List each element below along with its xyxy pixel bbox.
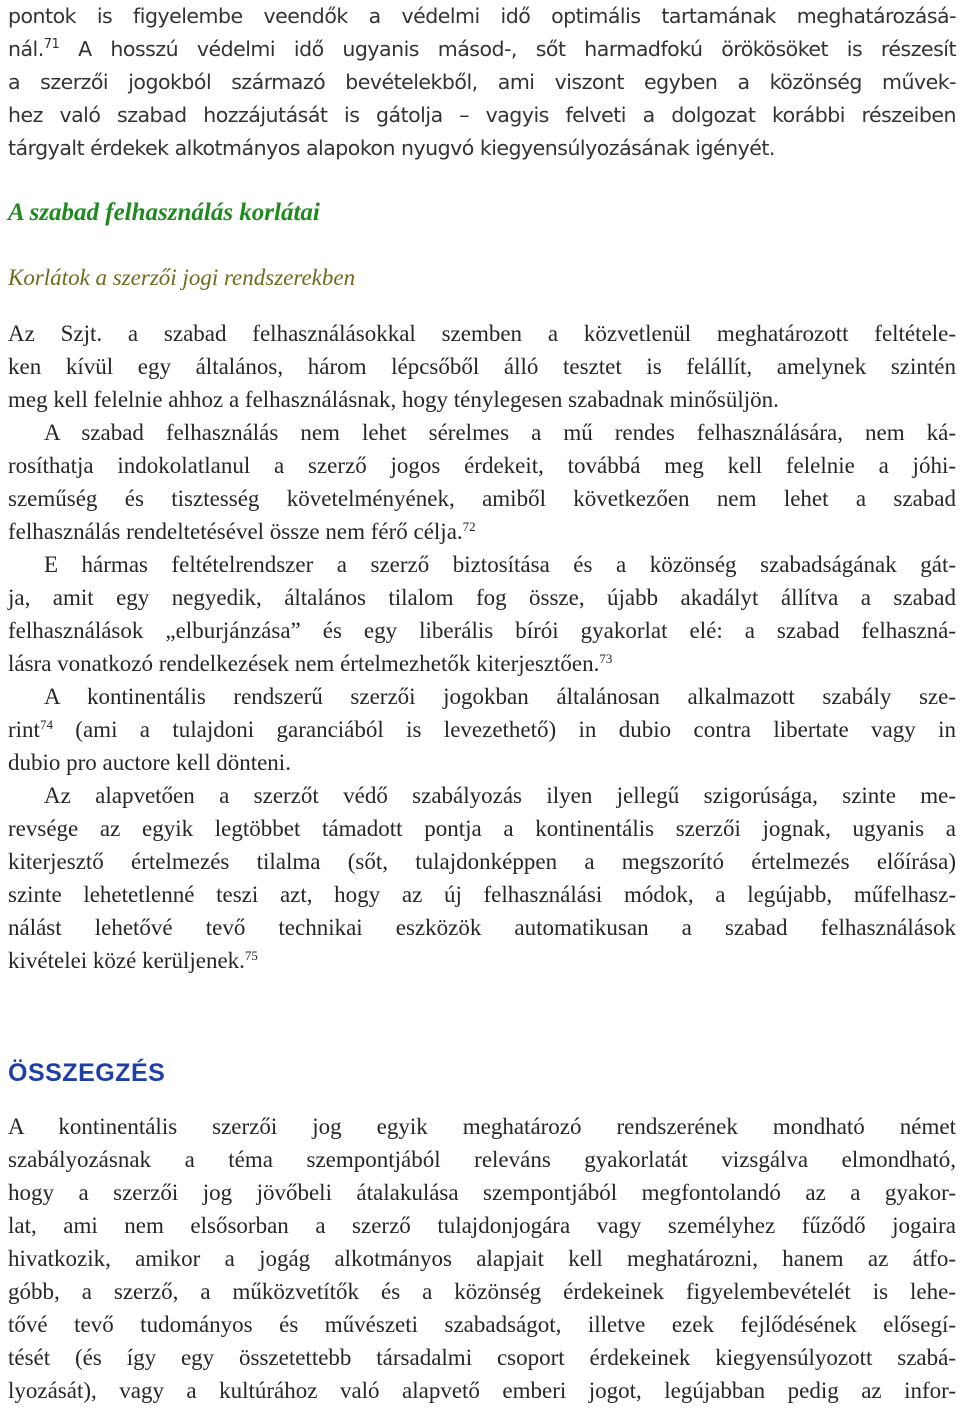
- text-line: Az Szjt. a szabad felhasználásokkal szemben a közvetlenül meghatározott feltétele-: [8, 321, 956, 346]
- text-line: szeműség és tisztesség követelményének, amiből következően nem lehet a szabad: [8, 486, 956, 511]
- footnote-marker[interactable]: 71: [43, 37, 60, 52]
- text-line: Az alapvetően a szerzőt védő szabályozás ilyen jellegű szigorúsága, szinte me-: [44, 783, 956, 808]
- text-line: E hármas feltételrendszer a szerző biztosítása és a közönség szabadságának gát-: [44, 552, 956, 577]
- text-line: pontok is figyelembe veendők a védelmi idő optimális tartamának meghatározásá-: [8, 4, 956, 28]
- text-line: tárgyalt érdekek alkotmányos alapokon nyugvó kiegyensúlyozásának igényét.: [8, 136, 775, 160]
- text-line: rint$^{74}$ (ami a tulajdoni garanciából is levezethető) in dubio contra libertate vagy in: [8, 717, 956, 742]
- text-line: A kontinentális rendszerű szerzői jogokban általánosan alkalmazott szabály sze-: [44, 684, 956, 709]
- footnote-marker[interactable]: 73: [599, 651, 613, 666]
- text-line: lat, ami nem elsősorban a szerző tulajdonjogára vagy személyhez fűződő jogaira: [8, 1213, 956, 1238]
- text-line: ja, amit egy negyedik, általános tilalom fog össze, újabb akadályt állítva a szabad: [8, 585, 956, 610]
- footnote-marker[interactable]: 72: [462, 519, 476, 534]
- text-line: a szerzői jogokból származó bevételekből, ami viszont egyben a közönség művek-: [8, 70, 956, 94]
- text-line: meg kell felelnie ahhoz a felhasználásnak, hogy ténylegesen szabadnak minősüljön.: [8, 387, 779, 412]
- text-line: hivatkozik, amikor a jogág alkotmányos alapjait kell meghatározni, hanem az átfo-: [8, 1246, 956, 1271]
- text-line: ken kívül egy általános, három lépcsőből álló tesztet is felállít, amelynek szintén: [8, 354, 956, 379]
- text-line: lyozását), vagy a kultúrához való alapvető emberi jogot, legújabban pedig az infor-: [8, 1378, 956, 1403]
- text-line: tővé tevő tudományos és művészeti szabadságot, illetve ezek fejlődésének elősegí-: [8, 1312, 956, 1337]
- text-line: A szabad felhasználás nem lehet sérelmes a mű rendes felhasználására, nem ká-: [44, 420, 956, 445]
- footnote-marker[interactable]: 75: [244, 948, 258, 963]
- text-line: A kontinentális szerzői jog egyik meghatározó rendszerének mondható német: [8, 1114, 956, 1139]
- text-line: szabályozásnak a téma szempontjából releváns gyakorlatát vizsgálva elmondható,: [8, 1147, 956, 1172]
- text-line: felhasználás rendeltetésével össze nem férő célja.$^{72}$: [8, 519, 476, 544]
- text-line: rosíthatja indokolatlanul a szerző jogos érdekeit, továbbá meg kell felelnie a jóhi-: [8, 453, 956, 478]
- text-line: nálást lehetővé tevő technikai eszközök automatikusan a szabad felhasználások: [8, 915, 956, 940]
- text-line: hogy a szerzői jog jövőbeli átalakulása szempontjából megfontolandó az a gyakor-: [8, 1180, 956, 1205]
- text-line: nál.$^{71}$ A hosszú védelmi idő ugyanis másod-, sőt harmadfokú örökösöket is részesít: [8, 37, 956, 61]
- text-line: kiterjesztő értelmezés tilalma (sőt, tulajdonképpen a megszorító értelmezés előírása): [8, 849, 956, 874]
- text-line: szinte lehetetlenné teszi azt, hogy az új felhasználási módok, a legújabb, műfelhasz-: [8, 882, 956, 907]
- text-line: lásra vonatkozó rendelkezések nem értelmezhetők kiterjesztően.$^{73}$: [8, 651, 613, 676]
- section-heading: A szabad felhasználás korlátai: [8, 199, 320, 226]
- text-line: felhasználások „elburjánzása” és egy liberális bírói gyakorlat elé: a szabad felhaszná-: [8, 618, 956, 643]
- text-line: tését (és így egy összetettebb társadalmi csoport érdekeinek kiegyensúlyozott szabá-: [8, 1345, 956, 1370]
- text-line: góbb, a szerző, a műközvetítők és a közönség érdekeinek figyelembevételét is lehe-: [8, 1279, 956, 1304]
- subsection-heading: Korlátok a szerzői jogi rendszerekben: [8, 265, 356, 290]
- text-line: dubio pro auctore kell dönteni.: [8, 750, 291, 775]
- text-line: hez való szabad hozzájutását is gátolja – vagyis felveti a dolgozat korábbi részeiben: [8, 103, 956, 127]
- summary-heading: ÖSSZEGZÉS: [8, 1059, 166, 1087]
- text-line: kivételei közé kerüljenek.$^{75}$: [8, 948, 258, 973]
- text-line: revsége az egyik legtöbbet támadott pontja a kontinentális szerzői jognak, ugyanis a: [8, 816, 956, 841]
- footnote-marker[interactable]: 74: [39, 717, 53, 732]
